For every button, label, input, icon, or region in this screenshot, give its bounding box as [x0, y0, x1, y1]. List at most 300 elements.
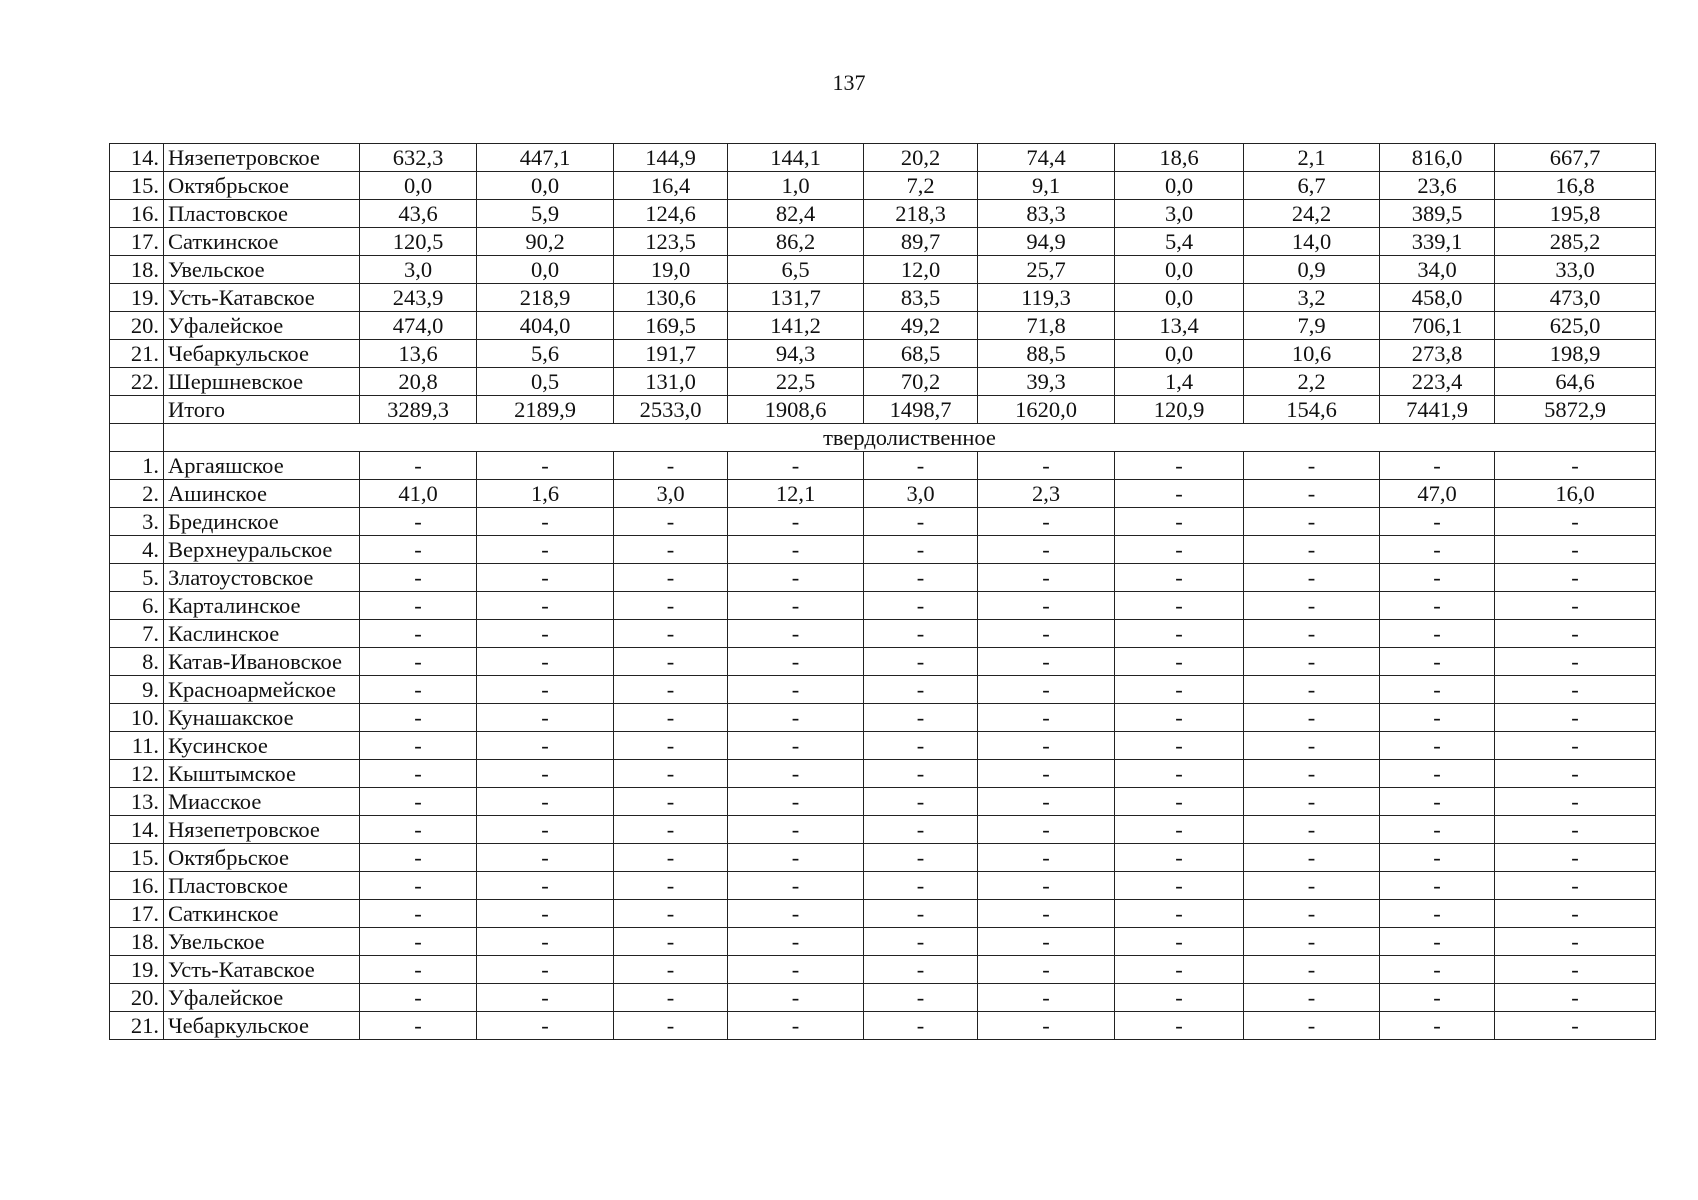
value-cell: - [1380, 760, 1495, 788]
value-cell: 1,4 [1115, 368, 1244, 396]
value-cell: - [1244, 620, 1380, 648]
table-row [110, 256, 1656, 284]
value-cell: 5,4 [1115, 228, 1244, 256]
value-cell: - [1244, 900, 1380, 928]
table-row [110, 592, 1656, 620]
value-cell: 458,0 [1380, 284, 1495, 312]
value-cell: - [728, 900, 864, 928]
value-cell: - [978, 648, 1115, 676]
value-cell: 389,5 [1380, 200, 1495, 228]
value-cell: - [1495, 956, 1656, 984]
value-cell: - [360, 732, 477, 760]
value-cell: - [1115, 900, 1244, 928]
value-cell: 0,0 [1115, 256, 1244, 284]
value-cell: - [978, 704, 1115, 732]
value-cell: - [1115, 760, 1244, 788]
value-cell: - [1495, 508, 1656, 536]
value-cell: - [360, 928, 477, 956]
row-number: 15. [110, 172, 164, 200]
forestry-name: Аргаяшское [164, 452, 360, 480]
value-cell: 218,3 [864, 200, 978, 228]
value-cell: - [728, 508, 864, 536]
value-cell: 131,0 [614, 368, 728, 396]
value-cell: - [1495, 788, 1656, 816]
value-cell: - [477, 536, 614, 564]
value-cell: - [1380, 1012, 1495, 1040]
row-number: 18. [110, 928, 164, 956]
value-cell: 3,0 [1115, 200, 1244, 228]
value-cell: 16,4 [614, 172, 728, 200]
value-cell: - [360, 620, 477, 648]
value-cell: 0,0 [1115, 340, 1244, 368]
value-cell: - [1244, 984, 1380, 1012]
value-cell: 2189,9 [477, 396, 614, 424]
forestry-name: Катав-Ивановское [164, 648, 360, 676]
row-number: 11. [110, 732, 164, 760]
value-cell: 14,0 [1244, 228, 1380, 256]
value-cell: 144,9 [614, 144, 728, 172]
value-cell: 285,2 [1495, 228, 1656, 256]
value-cell: - [477, 928, 614, 956]
value-cell: - [1244, 480, 1380, 508]
forestry-name: Увельское [164, 928, 360, 956]
row-number: 15. [110, 844, 164, 872]
value-cell: - [477, 1012, 614, 1040]
value-cell: - [1380, 732, 1495, 760]
value-cell: 22,5 [728, 368, 864, 396]
row-number: 19. [110, 284, 164, 312]
table-row [110, 452, 1656, 480]
value-cell: - [864, 928, 978, 956]
row-number: 16. [110, 200, 164, 228]
value-cell: - [477, 648, 614, 676]
table-row [110, 788, 1656, 816]
value-cell: 7441,9 [1380, 396, 1495, 424]
value-cell: 625,0 [1495, 312, 1656, 340]
value-cell: 1498,7 [864, 396, 978, 424]
value-cell: 243,9 [360, 284, 477, 312]
value-cell: 0,0 [1115, 172, 1244, 200]
value-cell: - [1115, 872, 1244, 900]
value-cell: - [1380, 704, 1495, 732]
row-number: 18. [110, 256, 164, 284]
forestry-name: Красноармейское [164, 676, 360, 704]
value-cell: - [614, 564, 728, 592]
value-cell: - [1380, 844, 1495, 872]
value-cell: 2,1 [1244, 144, 1380, 172]
value-cell: - [360, 676, 477, 704]
value-cell: - [728, 1012, 864, 1040]
value-cell: - [477, 816, 614, 844]
value-cell: - [864, 732, 978, 760]
value-cell: 0,0 [477, 172, 614, 200]
row-number: 13. [110, 788, 164, 816]
value-cell: - [477, 564, 614, 592]
value-cell: - [864, 704, 978, 732]
value-cell: - [1495, 564, 1656, 592]
value-cell: 339,1 [1380, 228, 1495, 256]
table-row [110, 760, 1656, 788]
value-cell: - [1380, 872, 1495, 900]
value-cell: 1,6 [477, 480, 614, 508]
forestry-name: Кыштымское [164, 760, 360, 788]
value-cell: 198,9 [1495, 340, 1656, 368]
value-cell: 39,3 [978, 368, 1115, 396]
table-row [110, 956, 1656, 984]
value-cell: 120,9 [1115, 396, 1244, 424]
forestry-name: Нязепетровское [164, 816, 360, 844]
row-number: 14. [110, 816, 164, 844]
value-cell: 82,4 [728, 200, 864, 228]
value-cell: 70,2 [864, 368, 978, 396]
value-cell: - [1244, 760, 1380, 788]
value-cell: - [360, 564, 477, 592]
row-number: 14. [110, 144, 164, 172]
value-cell: 88,5 [978, 340, 1115, 368]
table-row [110, 368, 1656, 396]
value-cell: 131,7 [728, 284, 864, 312]
forestry-name: Кунашакское [164, 704, 360, 732]
value-cell: 195,8 [1495, 200, 1656, 228]
value-cell: - [864, 1012, 978, 1040]
value-cell: - [728, 732, 864, 760]
value-cell: - [978, 928, 1115, 956]
value-cell: - [614, 928, 728, 956]
value-cell: 89,7 [864, 228, 978, 256]
table-row [110, 312, 1656, 340]
value-cell: - [1115, 732, 1244, 760]
value-cell: - [1244, 816, 1380, 844]
value-cell: - [614, 704, 728, 732]
value-cell: - [978, 872, 1115, 900]
value-cell: - [360, 592, 477, 620]
row-number: 7. [110, 620, 164, 648]
table-row [110, 536, 1656, 564]
table-row [110, 200, 1656, 228]
value-cell: - [864, 508, 978, 536]
value-cell: 2,2 [1244, 368, 1380, 396]
value-cell: 90,2 [477, 228, 614, 256]
value-cell: - [978, 1012, 1115, 1040]
value-cell: - [1380, 592, 1495, 620]
value-cell: 83,3 [978, 200, 1115, 228]
value-cell: - [477, 844, 614, 872]
value-cell: - [1495, 984, 1656, 1012]
value-cell: 120,5 [360, 228, 477, 256]
value-cell: 83,5 [864, 284, 978, 312]
value-cell: - [1115, 788, 1244, 816]
value-cell: - [1244, 732, 1380, 760]
value-cell: - [864, 872, 978, 900]
value-cell: 0,5 [477, 368, 614, 396]
value-cell: - [978, 452, 1115, 480]
value-cell: - [1115, 956, 1244, 984]
table-row [110, 172, 1656, 200]
value-cell: 94,3 [728, 340, 864, 368]
forestry-name: Саткинское [164, 228, 360, 256]
value-cell: - [728, 592, 864, 620]
value-cell: 49,2 [864, 312, 978, 340]
value-cell: 18,6 [1115, 144, 1244, 172]
value-cell: - [978, 900, 1115, 928]
value-cell: - [360, 788, 477, 816]
forestry-name: Усть-Катавское [164, 284, 360, 312]
value-cell: - [1380, 536, 1495, 564]
value-cell: - [1380, 816, 1495, 844]
value-cell: - [1380, 564, 1495, 592]
value-cell: - [1244, 844, 1380, 872]
value-cell: - [614, 788, 728, 816]
forestry-name: Октябрьское [164, 844, 360, 872]
table-row [110, 480, 1656, 508]
value-cell: 141,2 [728, 312, 864, 340]
value-cell: 632,3 [360, 144, 477, 172]
value-cell: - [728, 788, 864, 816]
value-cell: - [1380, 984, 1495, 1012]
value-cell: 144,1 [728, 144, 864, 172]
value-cell: - [360, 900, 477, 928]
value-cell: - [360, 984, 477, 1012]
row-number: 19. [110, 956, 164, 984]
total-row [110, 396, 1656, 424]
value-cell: - [360, 1012, 477, 1040]
value-cell: 3289,3 [360, 396, 477, 424]
value-cell: 0,0 [360, 172, 477, 200]
value-cell: - [1495, 676, 1656, 704]
value-cell: 12,0 [864, 256, 978, 284]
table-row [110, 228, 1656, 256]
value-cell: - [1495, 704, 1656, 732]
forest-data-table [109, 143, 1656, 1040]
value-cell: 5,6 [477, 340, 614, 368]
value-cell: - [1115, 676, 1244, 704]
value-cell: - [1495, 816, 1656, 844]
value-cell: - [1244, 928, 1380, 956]
row-number: 2. [110, 480, 164, 508]
row-number: 5. [110, 564, 164, 592]
value-cell: 816,0 [1380, 144, 1495, 172]
value-cell: 20,2 [864, 144, 978, 172]
value-cell: 154,6 [1244, 396, 1380, 424]
value-cell: - [360, 872, 477, 900]
value-cell: - [1115, 536, 1244, 564]
value-cell: 19,0 [614, 256, 728, 284]
value-cell: - [728, 704, 864, 732]
value-cell: - [864, 760, 978, 788]
value-cell: 86,2 [728, 228, 864, 256]
row-number: 20. [110, 312, 164, 340]
forestry-name: Итого [164, 396, 360, 424]
value-cell: 3,2 [1244, 284, 1380, 312]
value-cell: 667,7 [1495, 144, 1656, 172]
value-cell: 94,9 [978, 228, 1115, 256]
value-cell: - [978, 732, 1115, 760]
value-cell: - [360, 760, 477, 788]
value-cell: - [728, 452, 864, 480]
value-cell: - [1115, 620, 1244, 648]
value-cell: 24,2 [1244, 200, 1380, 228]
value-cell: - [978, 984, 1115, 1012]
value-cell: - [614, 900, 728, 928]
value-cell: 9,1 [978, 172, 1115, 200]
value-cell: - [1495, 900, 1656, 928]
value-cell: - [728, 620, 864, 648]
value-cell: - [477, 788, 614, 816]
value-cell: - [614, 676, 728, 704]
forestry-name: Карталинское [164, 592, 360, 620]
value-cell: - [1380, 648, 1495, 676]
forestry-name: Каслинское [164, 620, 360, 648]
value-cell: - [1244, 676, 1380, 704]
value-cell: - [728, 648, 864, 676]
table-row [110, 1012, 1656, 1040]
value-cell: - [728, 844, 864, 872]
value-cell: 7,9 [1244, 312, 1380, 340]
forestry-name: Увельское [164, 256, 360, 284]
table-row [110, 984, 1656, 1012]
value-cell: - [978, 816, 1115, 844]
table-row [110, 144, 1656, 172]
value-cell: 6,5 [728, 256, 864, 284]
value-cell: - [1115, 648, 1244, 676]
value-cell: - [1244, 648, 1380, 676]
value-cell: - [1115, 592, 1244, 620]
table-row [110, 648, 1656, 676]
forestry-name: Саткинское [164, 900, 360, 928]
table-row [110, 816, 1656, 844]
value-cell: - [864, 620, 978, 648]
value-cell: - [728, 872, 864, 900]
value-cell: 473,0 [1495, 284, 1656, 312]
table-row [110, 676, 1656, 704]
value-cell: - [477, 620, 614, 648]
value-cell: - [864, 452, 978, 480]
value-cell: 3,0 [864, 480, 978, 508]
value-cell: - [978, 676, 1115, 704]
table-row [110, 844, 1656, 872]
value-cell: 273,8 [1380, 340, 1495, 368]
value-cell: - [864, 676, 978, 704]
row-number: 9. [110, 676, 164, 704]
value-cell: 474,0 [360, 312, 477, 340]
value-cell: - [864, 816, 978, 844]
value-cell: 2,3 [978, 480, 1115, 508]
value-cell: - [864, 984, 978, 1012]
value-cell: - [477, 508, 614, 536]
value-cell: 0,0 [1115, 284, 1244, 312]
value-cell: 43,6 [360, 200, 477, 228]
value-cell: 404,0 [477, 312, 614, 340]
value-cell: - [614, 592, 728, 620]
table-row [110, 900, 1656, 928]
forestry-name: Ашинское [164, 480, 360, 508]
forestry-name: Пластовское [164, 200, 360, 228]
value-cell: - [1115, 928, 1244, 956]
value-cell: - [1495, 648, 1656, 676]
value-cell: - [477, 760, 614, 788]
value-cell: - [1244, 956, 1380, 984]
table-row [110, 620, 1656, 648]
value-cell: - [864, 956, 978, 984]
row-number: 1. [110, 452, 164, 480]
value-cell: - [1115, 508, 1244, 536]
value-cell: - [728, 564, 864, 592]
value-cell: - [1115, 984, 1244, 1012]
value-cell: - [1244, 536, 1380, 564]
value-cell: - [1380, 928, 1495, 956]
value-cell: - [1495, 760, 1656, 788]
value-cell: - [1115, 816, 1244, 844]
value-cell: - [978, 760, 1115, 788]
value-cell: - [1495, 872, 1656, 900]
value-cell: - [978, 788, 1115, 816]
value-cell: 23,6 [1380, 172, 1495, 200]
value-cell: - [978, 592, 1115, 620]
value-cell: - [1380, 620, 1495, 648]
table-row [110, 508, 1656, 536]
value-cell: - [728, 984, 864, 1012]
value-cell: - [864, 536, 978, 564]
value-cell: 13,4 [1115, 312, 1244, 340]
value-cell: - [477, 872, 614, 900]
row-number: 6. [110, 592, 164, 620]
value-cell: 25,7 [978, 256, 1115, 284]
forestry-name: Уфалейское [164, 312, 360, 340]
value-cell: - [1380, 508, 1495, 536]
value-cell: - [1495, 732, 1656, 760]
value-cell: - [1380, 452, 1495, 480]
row-number: 3. [110, 508, 164, 536]
value-cell: - [360, 648, 477, 676]
table-row [110, 732, 1656, 760]
value-cell: - [1244, 704, 1380, 732]
forestry-name: Шершневское [164, 368, 360, 396]
value-cell: - [360, 816, 477, 844]
forestry-name: Чебаркульское [164, 340, 360, 368]
value-cell: - [1244, 788, 1380, 816]
value-cell: 0,9 [1244, 256, 1380, 284]
value-cell: 130,6 [614, 284, 728, 312]
forestry-name: Октябрьское [164, 172, 360, 200]
row-number: 8. [110, 648, 164, 676]
value-cell: 47,0 [1380, 480, 1495, 508]
value-cell: - [1495, 1012, 1656, 1040]
value-cell: - [1380, 788, 1495, 816]
value-cell: - [1115, 452, 1244, 480]
value-cell: - [1495, 536, 1656, 564]
value-cell: 33,0 [1495, 256, 1656, 284]
section-title: твердолиственное [164, 424, 1656, 452]
forestry-name: Пластовское [164, 872, 360, 900]
value-cell: - [360, 844, 477, 872]
value-cell: 5,9 [477, 200, 614, 228]
value-cell: 191,7 [614, 340, 728, 368]
value-cell: - [1115, 1012, 1244, 1040]
forestry-name: Чебаркульское [164, 1012, 360, 1040]
row-number: 21. [110, 340, 164, 368]
value-cell: - [978, 508, 1115, 536]
value-cell: - [978, 536, 1115, 564]
value-cell: - [614, 760, 728, 788]
value-cell: - [978, 844, 1115, 872]
row-number: 22. [110, 368, 164, 396]
value-cell: - [728, 536, 864, 564]
value-cell: 41,0 [360, 480, 477, 508]
value-cell: 71,8 [978, 312, 1115, 340]
value-cell: - [360, 704, 477, 732]
value-cell: 34,0 [1380, 256, 1495, 284]
row-number: 17. [110, 228, 164, 256]
